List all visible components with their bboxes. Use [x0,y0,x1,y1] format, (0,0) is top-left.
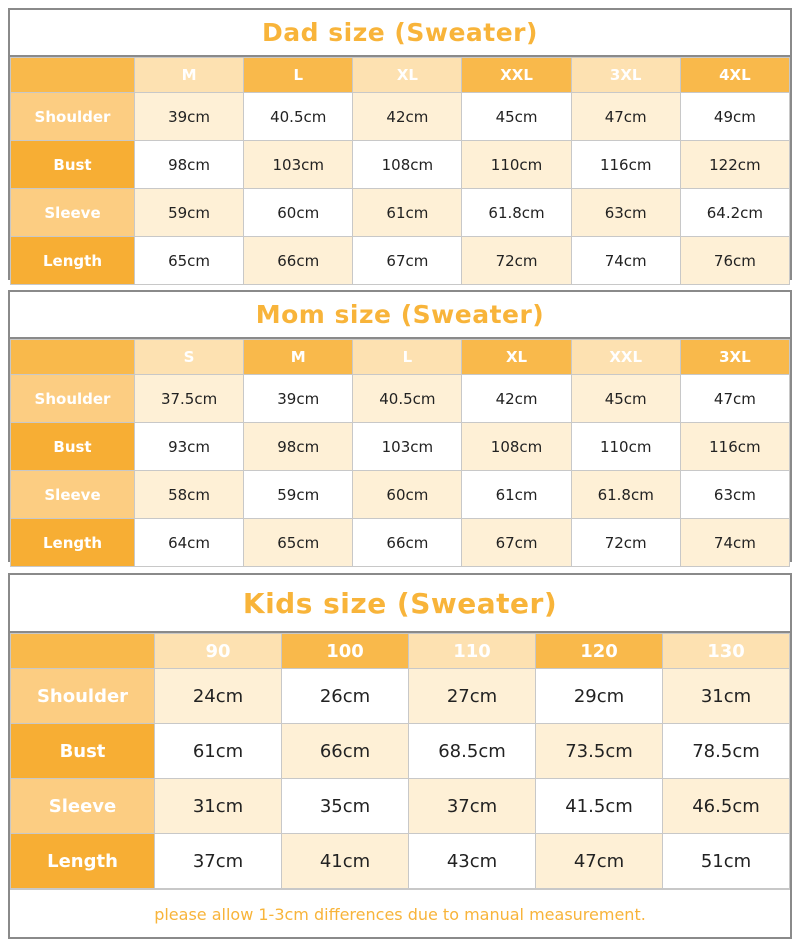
table-row [11,834,790,889]
size-header: L [353,340,462,375]
measurement-cell: 64.2cm [680,189,789,237]
measurement-cell: 72cm [462,237,571,285]
measurement-cell: 51cm [663,834,790,889]
row-label: Length [11,519,135,567]
row-label: Bust [11,724,155,779]
corner-cell [11,634,155,669]
measurement-cell: 108cm [353,141,462,189]
measurement-cell: 67cm [462,519,571,567]
table-row [11,519,790,567]
measurement-cell: 61.8cm [462,189,571,237]
size-header-row [11,634,790,669]
row-label: Sleeve [11,779,155,834]
mom-size-panel [8,290,792,562]
table-row [11,93,790,141]
measurement-cell: 47cm [536,834,663,889]
measurement-cell: 116cm [571,141,680,189]
measurement-cell: 42cm [462,375,571,423]
size-header: 3XL [680,340,789,375]
measurement-cell: 73.5cm [536,724,663,779]
size-header: 120 [536,634,663,669]
table-row [11,779,790,834]
measurement-note: please allow 1-3cm differences due to manual measurement. [10,889,790,938]
measurement-cell: 61.8cm [571,471,680,519]
dad-size-panel [8,8,792,280]
table-row [11,724,790,779]
size-header: M [244,340,353,375]
table-row [11,669,790,724]
measurement-cell: 24cm [155,669,282,724]
measurement-cell: 76cm [680,237,789,285]
measurement-cell: 72cm [571,519,680,567]
measurement-cell: 29cm [536,669,663,724]
measurement-cell: 43cm [409,834,536,889]
measurement-cell: 37cm [409,779,536,834]
measurement-cell: 58cm [135,471,244,519]
measurement-cell: 45cm [571,375,680,423]
measurement-cell: 59cm [244,471,353,519]
row-label: Shoulder [11,669,155,724]
dad-size-table [10,57,790,285]
measurement-cell: 35cm [282,779,409,834]
measurement-cell: 26cm [282,669,409,724]
measurement-cell: 60cm [353,471,462,519]
measurement-cell: 93cm [135,423,244,471]
measurement-cell: 68.5cm [409,724,536,779]
measurement-cell: 78.5cm [663,724,790,779]
measurement-cell: 61cm [462,471,571,519]
measurement-cell: 49cm [680,93,789,141]
row-label: Bust [11,423,135,471]
size-header: XL [462,340,571,375]
measurement-cell: 65cm [244,519,353,567]
dad-size-title: Dad size (Sweater) [10,10,790,57]
measurement-cell: 60cm [244,189,353,237]
measurement-cell: 122cm [680,141,789,189]
size-header: 4XL [680,58,789,93]
measurement-cell: 37.5cm [135,375,244,423]
measurement-cell: 42cm [353,93,462,141]
measurement-cell: 40.5cm [353,375,462,423]
table-row [11,237,790,285]
measurement-cell: 66cm [353,519,462,567]
measurement-cell: 46.5cm [663,779,790,834]
kids-size-table [10,633,790,889]
size-header: 100 [282,634,409,669]
row-label: Sleeve [11,189,135,237]
measurement-cell: 47cm [680,375,789,423]
measurement-cell: 64cm [135,519,244,567]
measurement-cell: 74cm [571,237,680,285]
measurement-cell: 61cm [353,189,462,237]
measurement-cell: 116cm [680,423,789,471]
measurement-cell: 37cm [155,834,282,889]
measurement-cell: 39cm [244,375,353,423]
measurement-cell: 108cm [462,423,571,471]
measurement-cell: 103cm [244,141,353,189]
mom-size-title: Mom size (Sweater) [10,292,790,339]
table-row [11,189,790,237]
table-row [11,375,790,423]
measurement-cell: 110cm [571,423,680,471]
size-header: 110 [409,634,536,669]
measurement-cell: 63cm [680,471,789,519]
measurement-cell: 66cm [282,724,409,779]
corner-cell [11,58,135,93]
measurement-cell: 110cm [462,141,571,189]
measurement-cell: 61cm [155,724,282,779]
size-header: M [135,58,244,93]
row-label: Shoulder [11,93,135,141]
measurement-cell: 74cm [680,519,789,567]
measurement-cell: 39cm [135,93,244,141]
measurement-cell: 41cm [282,834,409,889]
row-label: Shoulder [11,375,135,423]
row-label: Sleeve [11,471,135,519]
table-row [11,471,790,519]
measurement-cell: 67cm [353,237,462,285]
measurement-cell: 98cm [135,141,244,189]
kids-size-panel [8,573,792,939]
table-row [11,141,790,189]
size-header-row [11,58,790,93]
measurement-cell: 41.5cm [536,779,663,834]
measurement-cell: 47cm [571,93,680,141]
size-header-row [11,340,790,375]
measurement-cell: 98cm [244,423,353,471]
measurement-cell: 45cm [462,93,571,141]
measurement-cell: 31cm [663,669,790,724]
table-row [11,423,790,471]
kids-size-title: Kids size (Sweater) [10,575,790,633]
size-header: XL [353,58,462,93]
row-label: Length [11,834,155,889]
size-header: 90 [155,634,282,669]
size-header: XXL [462,58,571,93]
size-header: L [244,58,353,93]
row-label: Length [11,237,135,285]
row-label: Bust [11,141,135,189]
size-header: XXL [571,340,680,375]
measurement-cell: 65cm [135,237,244,285]
size-header: 130 [663,634,790,669]
measurement-cell: 31cm [155,779,282,834]
corner-cell [11,340,135,375]
measurement-cell: 66cm [244,237,353,285]
mom-size-table [10,339,790,567]
measurement-cell: 40.5cm [244,93,353,141]
measurement-cell: 103cm [353,423,462,471]
measurement-cell: 63cm [571,189,680,237]
measurement-cell: 59cm [135,189,244,237]
size-header: 3XL [571,58,680,93]
measurement-cell: 27cm [409,669,536,724]
size-header: S [135,340,244,375]
